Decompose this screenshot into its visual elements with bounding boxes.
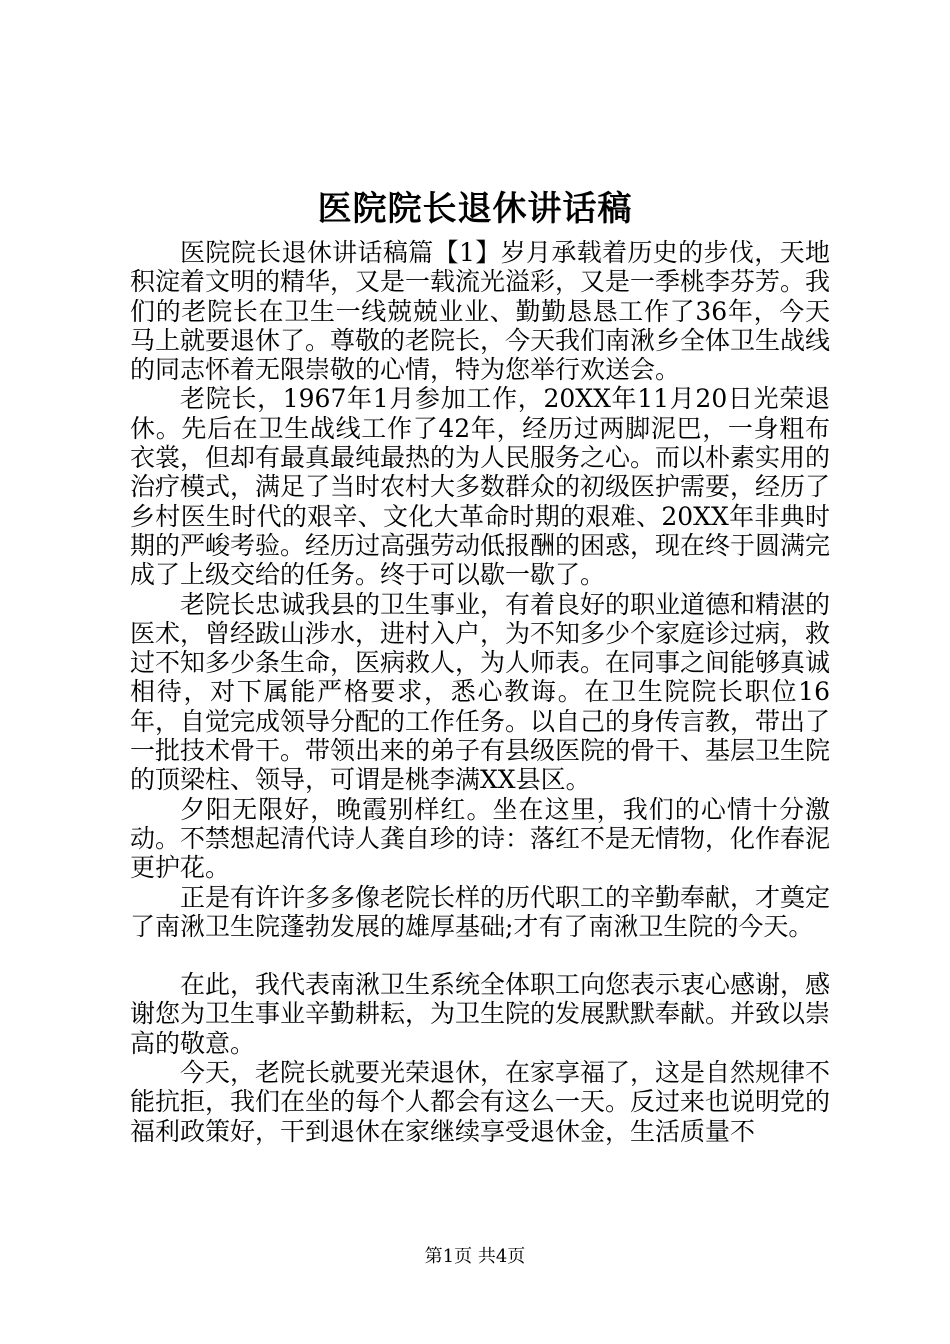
paragraph: 在此，我代表南湫卫生系统全体职工向您表示衷心感谢，感谢您为卫生事业辛勤耕耘，为卫生院的发展默默奉献。并致以崇高的敬意。 bbox=[130, 970, 831, 1058]
paragraph: 今天，老院长就要光荣退休，在家享福了，这是自然规律不能抗拒，我们在坐的每个人都会有这么一天。反过来也说明党的福利政策好，干到退休在家继续享受退休金，生活质量不 bbox=[130, 1058, 831, 1146]
document-body bbox=[130, 238, 830, 1146]
paragraph: 医院院长退休讲话稿篇【1】岁月承载着历史的步伐，天地积淀着文明的精华，又是一载流光溢彩，又是一季桃李芬芳。我们的老院长在卫生一线兢兢业业、勤勤恳恳工作了36年，今天马上就要退休了。尊敬的老院长，今天我们南湫乡全体卫生战线的同志怀着无限崇敬的心情，特为您举行欢送会。 bbox=[130, 238, 831, 385]
paragraph: 夕阳无限好，晚霞别样红。坐在这里，我们的心情十分激动。不禁想起清代诗人龚自珍的诗：落红不是无情物，化作春泥更护花。 bbox=[130, 794, 831, 883]
paragraph: 老院长，1967年1月参加工作，20XX年11月20日光荣退休。先后在卫生战线工作了42年，经历过两脚泥巴，一身粗布衣裳，但却有最真最纯最热的为人民服务之心。而以朴素实用的治疗模式，满足了当时农村大多数群众的初级医护需要，经历了乡村医生时代的艰辛、文化大革命时期的艰难、20XX年非典时期的严峻考验。经历过高强劳动低报酬的困惑，现在终于圆满完成了上级交给的任务。终于可以歇一歇了。 bbox=[130, 384, 831, 590]
page-number-footer: 第1页 共4页 bbox=[424, 1246, 526, 1267]
document-title: 医院院长退休讲话稿 bbox=[317, 189, 633, 229]
paragraph: 老院长忠诚我县的卫生事业，有着良好的职业道德和精湛的医术，曾经跋山涉水，进村入户，为不知多少个家庭诊过病，救过不知多少条生命，医病救人，为人师表。在同事之间能够真诚相待，对下属能严格要求，悉心教诲。在卫生院院长职位16年，自觉完成领导分配的工作任务。以自己的身传言教，带出了一批技术骨干。带领出来的弟子有县级医院的骨干、基层卫生院的顶梁柱、领导，可谓是桃李满XX县区。 bbox=[130, 589, 831, 795]
paragraph: 正是有许许多多像老院长样的历代职工的辛勤奉献，才奠定了南湫卫生院蓬勃发展的雄厚基础;才有了南湫卫生院的今天。 bbox=[130, 882, 831, 941]
